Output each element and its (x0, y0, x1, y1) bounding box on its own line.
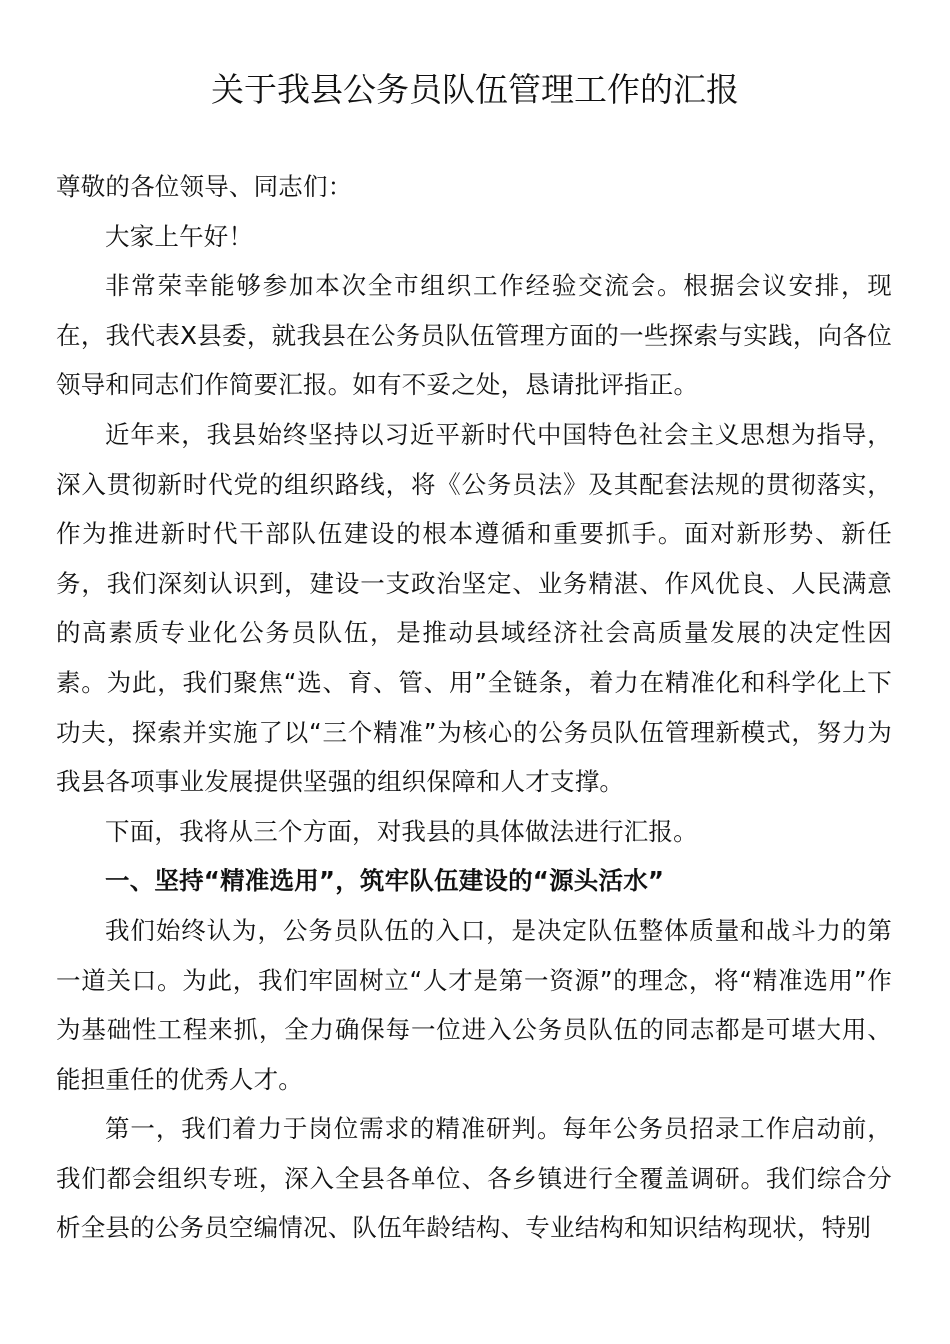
body-paragraph: 我们始终认为，公务员队伍的入口，是决定队伍整体质量和战斗力的第一道关口。为此，我们牢固树立“人才是第一资源”的理念，将“精准选用”作为基础性工程来抓，全力确保每一位进入公务员队伍的同志都是可堪大用、能担重任的优秀人才。 (56, 915, 892, 1094)
document-body (56, 162, 892, 1253)
body-paragraph: 第一，我们着力于岗位需求的精准研判。每年公务员招录工作启动前，我们都会组织专班，深入全县各单位、各乡镇进行全覆盖调研。我们综合分析全县的公务员空编情况、队伍年龄结构、专业结构和知识结构现状，特别 (56, 1114, 892, 1243)
greeting: 大家上午好！ (105, 221, 254, 251)
salutation: 尊敬的各位领导、同志们： (56, 172, 353, 201)
body-paragraph: 近年来，我县始终坚持以习近平新时代中国特色社会主义思想为指导，深入贯彻新时代党的组织路线，将《公务员法》及其配套法规的贯彻落实，作为推进新时代干部队伍建设的根本遵循和重要抓手。面对新形势、新任务，我们深刻认识到，建设一支政治坚定、业务精湛、作风优良、人民满意的高素质专业化公务员队伍，是推动县域经济社会高质量发展的决定性因素。为此，我们聚焦“选、育、管、用”全链条，着力在精准化和科学化上下功夫，探索并实施了以“三个精准”为核心的公务员队伍管理新模式，努力为我县各项事业发展提供坚强的组织保障和人才支撑。 (56, 419, 892, 797)
section-heading: 一、坚持“精准选用”，筑牢队伍建设的“源头活水” (105, 866, 665, 896)
document-title: 关于我县公务员队伍管理工作的汇报 (211, 70, 739, 109)
body-paragraph: 下面，我将从三个方面，对我县的具体做法进行汇报。 (105, 816, 698, 846)
body-paragraph: 非常荣幸能够参加本次全市组织工作经验交流会。根据会议安排，现在，我代表X县委，就我县在公务员队伍管理方面的一些探索与实践，向各位领导和同志们作简要汇报。如有不妥之处，恳请批评指正。 (56, 271, 892, 400)
